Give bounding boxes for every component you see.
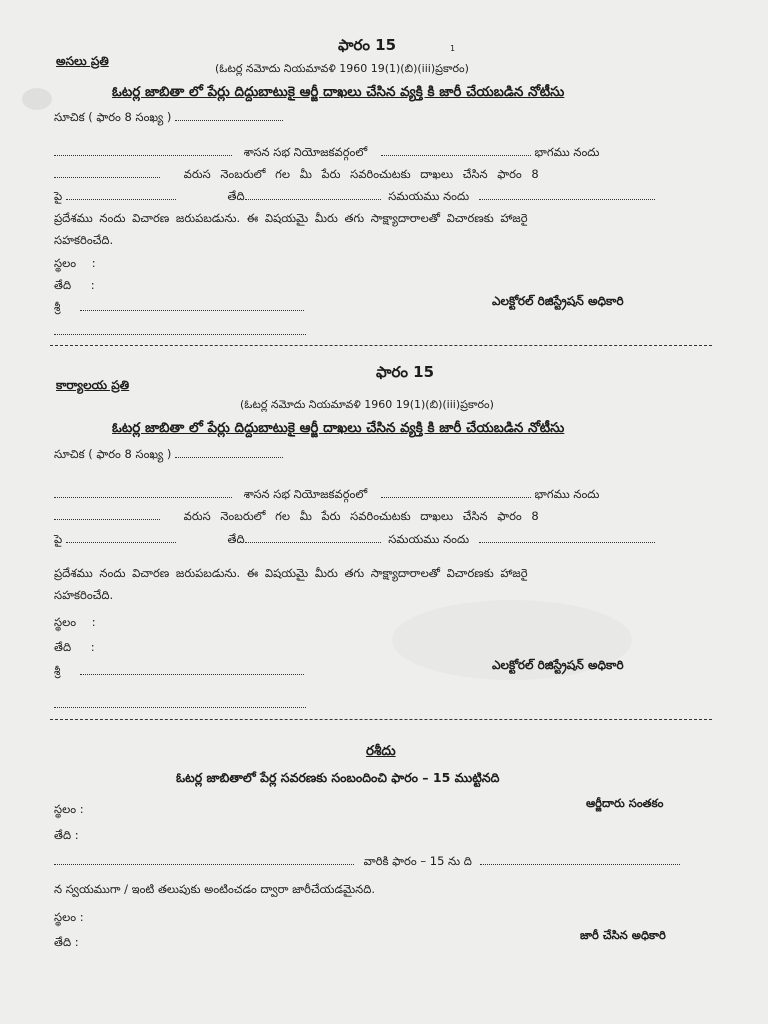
blank-field[interactable]: [66, 189, 176, 200]
reference-label: సూచిక ( ఫారం 8 సంఖ్య ): [54, 110, 172, 124]
date-row: తేది :: [54, 278, 95, 292]
date-label: తేది: [227, 532, 245, 546]
place-row: స్థలం :: [54, 615, 96, 629]
receipt-heading: ఓటర్ల జాబితాలో పేర్ల సవరణకు సంబందించి ఫారం – 15 ముట్టినది: [176, 770, 500, 785]
date-short-label: తేది: [54, 278, 72, 292]
serial-label: వరుస నెంబరులో గల మీ పేరు సవరించుటకు దాఖలు చేసిన ఫారం 8: [183, 167, 539, 181]
blank-field[interactable]: [381, 145, 531, 156]
serial-label: వరుస నెంబరులో గల మీ పేరు సవరించుటకు దాఖలు చేసిన ఫారం 8: [183, 509, 539, 523]
time-label: సమయము నందు: [388, 189, 470, 203]
time-label: సమయము నందు: [388, 532, 470, 546]
on-label: పై: [54, 532, 63, 546]
date-label: తేది: [227, 189, 245, 203]
blank-field[interactable]: [54, 145, 232, 156]
reference-blank[interactable]: [175, 447, 283, 458]
addressee-blank[interactable]: [80, 300, 304, 311]
date-blank[interactable]: [245, 532, 381, 543]
receipt-to-text: వారికి ఫారం – 15 ను ది: [363, 854, 472, 868]
addressee-label: శ్రీ: [54, 300, 61, 314]
original-copy-label: అసలు ప్రతి: [56, 54, 109, 68]
on-label: పై: [54, 189, 63, 203]
address-blank[interactable]: [54, 324, 306, 335]
receipt-date-blank[interactable]: [480, 854, 680, 865]
date-blank[interactable]: [245, 189, 381, 200]
reference-line: [54, 447, 283, 464]
notice-heading: ఓటర్ల జాబితా లో పేర్లు దిద్దుబాటుకై ఆర్జీ దాఖలు చేసిన వ్యక్తి కి జారీ చేయబడిన నోటీసు: [112, 420, 565, 436]
address-line: [54, 320, 306, 339]
address-blank[interactable]: [54, 697, 306, 708]
receipt-place-2: స్థలం :: [54, 910, 84, 924]
assembly-label: శాసన సభ నియోజకవర్గంలో: [243, 487, 368, 501]
blank-field[interactable]: [66, 532, 176, 543]
delivery-line: న స్వయముగా / ఇంటి తలుపుకు అంటించడం ద్వారా జారీచేయడమైనది.: [54, 882, 375, 896]
assembly-line: [54, 145, 599, 162]
form-title: ఫారం 15: [376, 363, 435, 381]
addressee-row: [54, 664, 304, 681]
office-copy-label: కార్యాలయ ప్రతి: [56, 378, 130, 392]
page-mark: 1: [450, 44, 456, 53]
receipt-to-line: [54, 854, 680, 871]
part-label: భాగము నందు: [534, 145, 600, 159]
place-label: స్థలం: [54, 256, 77, 270]
reference-label: సూచిక ( ఫారం 8 సంఖ్య ): [54, 447, 172, 461]
blank-field[interactable]: [54, 167, 160, 178]
applicant-signature: ఆర్జీదారు సంతకం: [586, 796, 664, 810]
receipt-title: రశీదు: [366, 743, 396, 759]
serial-line: [54, 167, 539, 184]
date-time-line: [54, 532, 655, 549]
address-line: [54, 693, 306, 712]
blank-field[interactable]: [54, 487, 232, 498]
time-blank[interactable]: [479, 532, 655, 543]
receipt-place: స్థలం :: [54, 802, 84, 816]
place-row: స్థలం :: [54, 256, 96, 270]
addressee-blank[interactable]: [80, 664, 304, 675]
cooperate-line: సహకరించేది.: [54, 233, 114, 247]
place-label: స్థలం: [54, 615, 77, 629]
date-short-label: తేది: [54, 640, 72, 654]
addressee-label: శ్రీ: [54, 664, 61, 678]
receipt-date-2: తేది :: [54, 935, 79, 949]
date-time-line: [54, 189, 655, 206]
cooperate-line: సహకరించేది.: [54, 588, 114, 602]
recipient-blank[interactable]: [54, 854, 354, 865]
reference-blank[interactable]: [175, 110, 283, 121]
issuing-officer: జారీ చేసిన అధికారి: [580, 928, 666, 942]
rule-reference: (ఓటర్ల నమోదు నియమావళి 1960 19(1)(బి)(iii)ప్రకారం): [215, 62, 469, 75]
blank-field[interactable]: [381, 487, 531, 498]
notice-heading: ఓటర్ల జాబితా లో పేర్లు దిద్దుబాటుకై ఆర్జీ దాఖలు చేసిన వ్యక్తి కి జారీ చేయబడిన నోటీసు: [112, 84, 565, 100]
blank-field[interactable]: [54, 509, 160, 520]
date-row: తేది :: [54, 640, 95, 654]
serial-line: [54, 509, 539, 526]
addressee-row: [54, 300, 304, 317]
scan-smudge: [22, 88, 52, 110]
form-title: ఫారం 15: [338, 36, 397, 54]
venue-line: ప్రదేశము నందు విచారణ జరుపబడును. ఈ విషయమై మీరు తగు సాక్ష్యాదారాలతో విచారణకు హాజరై: [54, 566, 528, 580]
assembly-line: [54, 487, 599, 504]
venue-line: ప్రదేశము నందు విచారణ జరుపబడును. ఈ విషయమై మీరు తగు సాక్ష్యాదారాలతో విచారణకు హాజరై: [54, 211, 528, 225]
cut-line: [50, 345, 712, 346]
receipt-date: తేది :: [54, 828, 79, 842]
reference-line: [54, 110, 283, 127]
part-label: భాగము నందు: [534, 487, 600, 501]
rule-reference: (ఓటర్ల నమోదు నియమావళి 1960 19(1)(బి)(iii)ప్రకారం): [240, 398, 494, 411]
assembly-label: శాసన సభ నియోజకవర్గంలో: [243, 145, 368, 159]
time-blank[interactable]: [479, 189, 655, 200]
officer-designation: ఎలక్టోరల్ రిజిస్ట్రేషన్ అధికారి: [492, 658, 624, 672]
officer-designation: ఎలక్టోరల్ రిజిస్ట్రేషన్ అధికారి: [492, 294, 624, 308]
cut-line: [50, 719, 712, 720]
